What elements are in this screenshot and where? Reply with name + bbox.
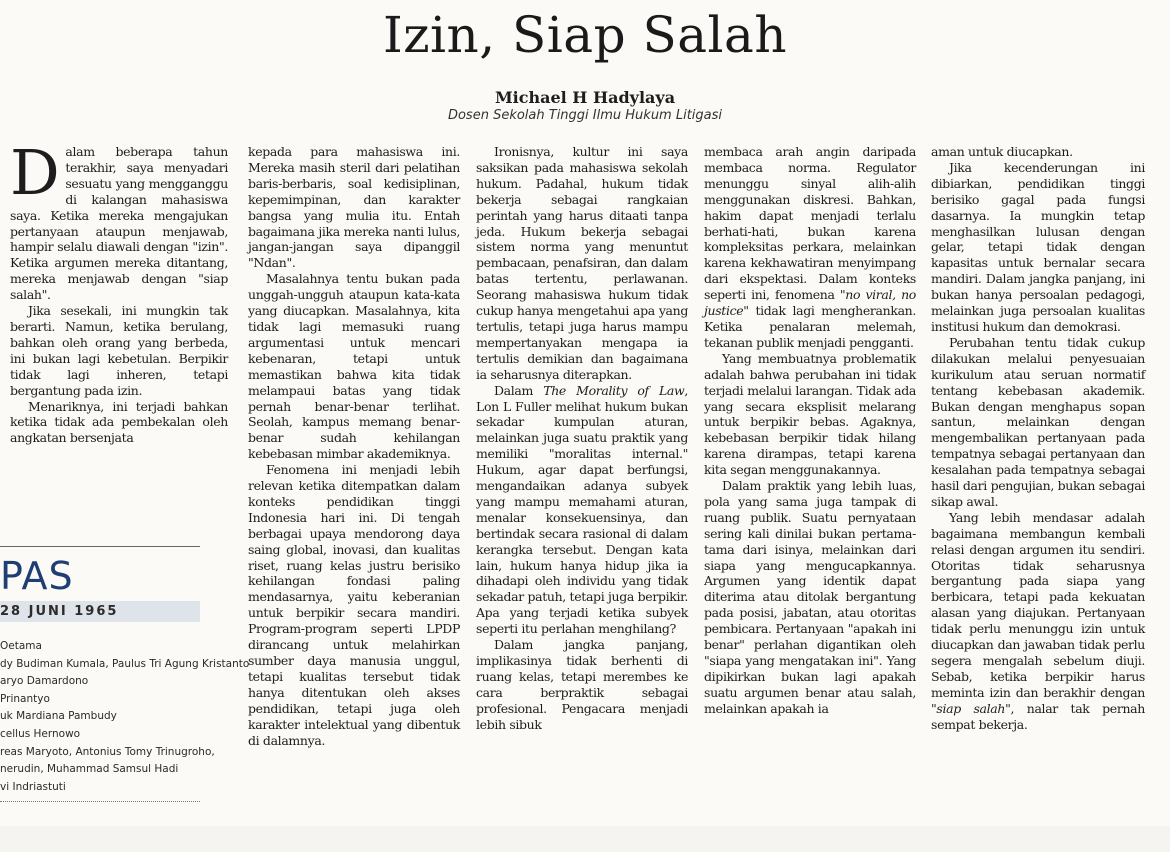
paragraph: Ironisnya, kultur ini saya saksikan pada mahasiswa sekolah hukum. Padahal, hukum tidak bekerja sebagai rangkaian perintah yang harus ditaati tanpa jeda. Hukum bekerja sebagai sistem norma yang menuntut pembacaan, penafsiran, dan dalam batas tertentu, perlawanan. Seorang mahasiswa hukum tidak cukup hanya mengetahui apa yang tertulis, tetapi juga harus mampu mempertanyakan mengapa ia tertulis demikian dan bagaimana ia seharusnya diterapkan. [476, 144, 688, 382]
paragraph: Dalam praktik yang lebih luas, pola yang sama juga tampak di ruang publik. Suatu pernyataan sering kali dinilai bukan pertama-tama dari isinya, melainkan dari siapa yang mengucapkannya. Argumen yang identik dapat diterima atau ditolak bergantung pada posisi, jabatan, atau otoritas pembicara. Pertanyaan "apakah ini benar" perlahan digantikan oleh "siapa yang mengatakan ini". Yang dipikirkan bukan lagi apakah suatu argumen benar atau salah, melainkan apakah ia [704, 478, 916, 716]
paragraph: Perubahan tentu tidak cukup dilakukan melalui penyesuaian kurikulum atau seruan normatif tentang kebebasan akademik. Bukan dengan menghapus sopan santun, melainkan dengan mengembalikan pertanyaan pada tempatnya sebagai pertanyaan dan kesalahan pada tempatnya sebagai hasil dari pengujian, bukan sebagai sikap awal. [931, 334, 1145, 509]
drop-cap: D [10, 136, 60, 209]
staff-line: aryo Damardono [0, 675, 89, 688]
staff-line: cellus Hernowo [0, 727, 81, 740]
paragraph: kepada para mahasiswa ini. Mereka masih steril dari pelatihan baris-berbaris, soal kedisiplinan, kepemimpinan, dan karakter bangsa yang mulia itu. Entah bagaimana jika mereka nanti lulus, jangan-jangan saya dipanggil "Ndan". [248, 144, 460, 271]
paragraph: Dalam beberapa tahun terakhir, saya menyadari sesuatu yang mengganggu di kalangan mahasiswa saya. Ketika mereka mengajukan pertanyaan ataupun menjawab, hampir selalu diawali dengan "izin". Ketika argumen mereka ditantang, mereka menjawab dengan "siap salah". [10, 136, 228, 303]
staff-line: vi Indriastuti [0, 780, 66, 793]
staff-line: reas Maryoto, Antonius Tomy Trinugroho, [0, 745, 215, 758]
author-name: Michael H Hadylaya [494, 88, 676, 107]
paragraph: aman untuk diucapkan. [931, 144, 1073, 159]
paragraph: Dalam The Morality of Law, Lon L Fuller melihat hukum bukan sekadar kumpulan aturan, melainkan juga suatu praktik yang memiliki "moralitas internal." Hukum, agar dapat berfungsi, mengandaikan adanya subyek yang mampu memahami aturan, menalar konsekuensinya, dan bertindak secara rasional di dalam kerangka tersebut. Dengan kata lain, hukum hanya hidup jika ia dihadapi oleh individu yang tidak sekadar patuh, tetapi juga berpikir. Apa yang terjadi ketika subyek seperti itu perlahan menghilang? [476, 382, 689, 637]
masthead-bottom-divider [0, 801, 200, 802]
paragraph: Jika kecenderungan ini dibiarkan, pendidikan tinggi berisiko gagal pada fungsi dasarnya. Ia mungkin tetap menghasilkan lulusan dengan gelar, tetapi tidak dengan kapasitas untuk bernalar secara mandiri. Dalam jangka panjang, ini bukan hanya persoalan pedagogi, melainkan juga persoalan kualitas institusi hukum dan demokrasi. [931, 159, 1145, 334]
staff-line: Prinantyo [0, 692, 50, 705]
article-column-1 [10, 136, 228, 446]
quoted-phrase: "no viral, no justice" [704, 287, 916, 319]
paragraph: Yang membuatnya problematik adalah bahwa perubahan ini tidak terjadi melalui larangan. Tidak ada yang secara eksplisit melarang untuk berpikir bebas. Agaknya, kebebasan berpikir tidak hilang karena dirampas, tetapi karena kita segan menggunakannya. [704, 350, 916, 478]
masthead-founding-date: 28 JUNI 1965 [0, 601, 200, 622]
paragraph: Menariknya, ini terjadi bahkan ketika tidak ada pembekalan oleh angkatan bersenjata [10, 398, 228, 446]
article-column-2 [248, 144, 460, 748]
article-column-4 [704, 144, 916, 717]
quoted-phrase: "siap salah" [931, 700, 1011, 716]
masthead-staff-list [0, 638, 250, 796]
paragraph: Yang lebih mendasar adalah bagaimana membangun kembali relasi dengan argumen itu sendiri. Otoritas tidak seharusnya bergantung pada siapa yang berbicara, tetapi pada kekuatan alasan yang diajukan. Pertanyaan tidak perlu menunggu izin untuk diucapkan dan jawaban tidak perlu segera mengalah sebelum diuji. Sebab, ketika berpikir harus meminta izin dan berakhir dengan "siap salah", nalar tak pernah sempat bekerja. [931, 509, 1145, 732]
book-title: The Morality of Law [543, 382, 685, 398]
masthead-divider [0, 546, 200, 547]
paragraph: Dalam jangka panjang, implikasinya tidak berhenti di ruang kelas, tetapi merembes ke cara berpraktik sebagai profesional. Pengacara menjadi lebih sibuk [476, 637, 688, 732]
masthead-title: PAS [0, 554, 74, 598]
staff-line: dy Budiman Kumala, Paulus Tri Agung Kristanto [0, 657, 250, 670]
paragraph: Jika sesekali, ini mungkin tak berarti. Namun, ketika berulang, bahkan oleh orang yang berbeda, ini bukan lagi kebetulan. Berpikir tidak lagi inheren, tetapi bergantung pada izin. [10, 303, 228, 398]
paragraph: Masalahnya tentu bukan pada unggah-ungguh ataupun kata-kata yang diucapkan. Masalahnya, kita tidak lagi memasuki ruang argumentasi untuk mencari kebenaran, tetapi untuk memastikan bahwa kita tidak melampaui batas yang tidak pernah benar-benar terlihat. Seolah, kampus memang benar-benar sudah kehilangan kebebasan mimbar akademiknya. [248, 271, 460, 462]
paragraph: membaca arah angin daripada membaca norma. Regulator menunggu sinyal alih-alih menggunakan diskresi. Bahkan, hakim dapat menjadi terlalu berhati-hati, bukan karena kompleksitas perkara, melainkan karena kekhawatiran menyimpang dari ekspektasi. Dalam konteks seperti ini, fenomena "no viral, no justice" tidak lagi mengherankan. Ketika penalaran melemah, tekanan publik menjadi pengganti. [704, 144, 916, 350]
staff-line: nerudin, Muhammad Samsul Hadi [0, 763, 179, 776]
staff-line: uk Mardiana Pambudy [0, 710, 117, 723]
author-affiliation: Dosen Sekolah Tinggi Ilmu Hukum Litigasi [447, 108, 723, 123]
page-bottom-margin [0, 826, 1170, 852]
staff-line: Oetama [0, 640, 42, 652]
article-column-3 [476, 144, 688, 733]
article-title: Izin, Siap Salah [382, 6, 788, 64]
paragraph: Fenomena ini menjadi lebih relevan ketika ditempatkan dalam konteks pendidikan tinggi Indonesia hari ini. Di tengah berbagai upaya mendorong daya saing global, inovasi, dan kualitas riset, ruang kelas justru berisiko kehilangan fondasi paling mendasarnya, yaitu keberanian untuk berpikir secara mandiri. Program-program seperti LPDP dirancang untuk melahirkan sumber daya manusia unggul, tetapi kualitas tersebut tidak hanya ditentukan oleh akses pendidikan, tetapi juga oleh karakter intelektual yang dibentuk di dalamnya. [248, 462, 460, 748]
article-column-5 [931, 144, 1145, 733]
